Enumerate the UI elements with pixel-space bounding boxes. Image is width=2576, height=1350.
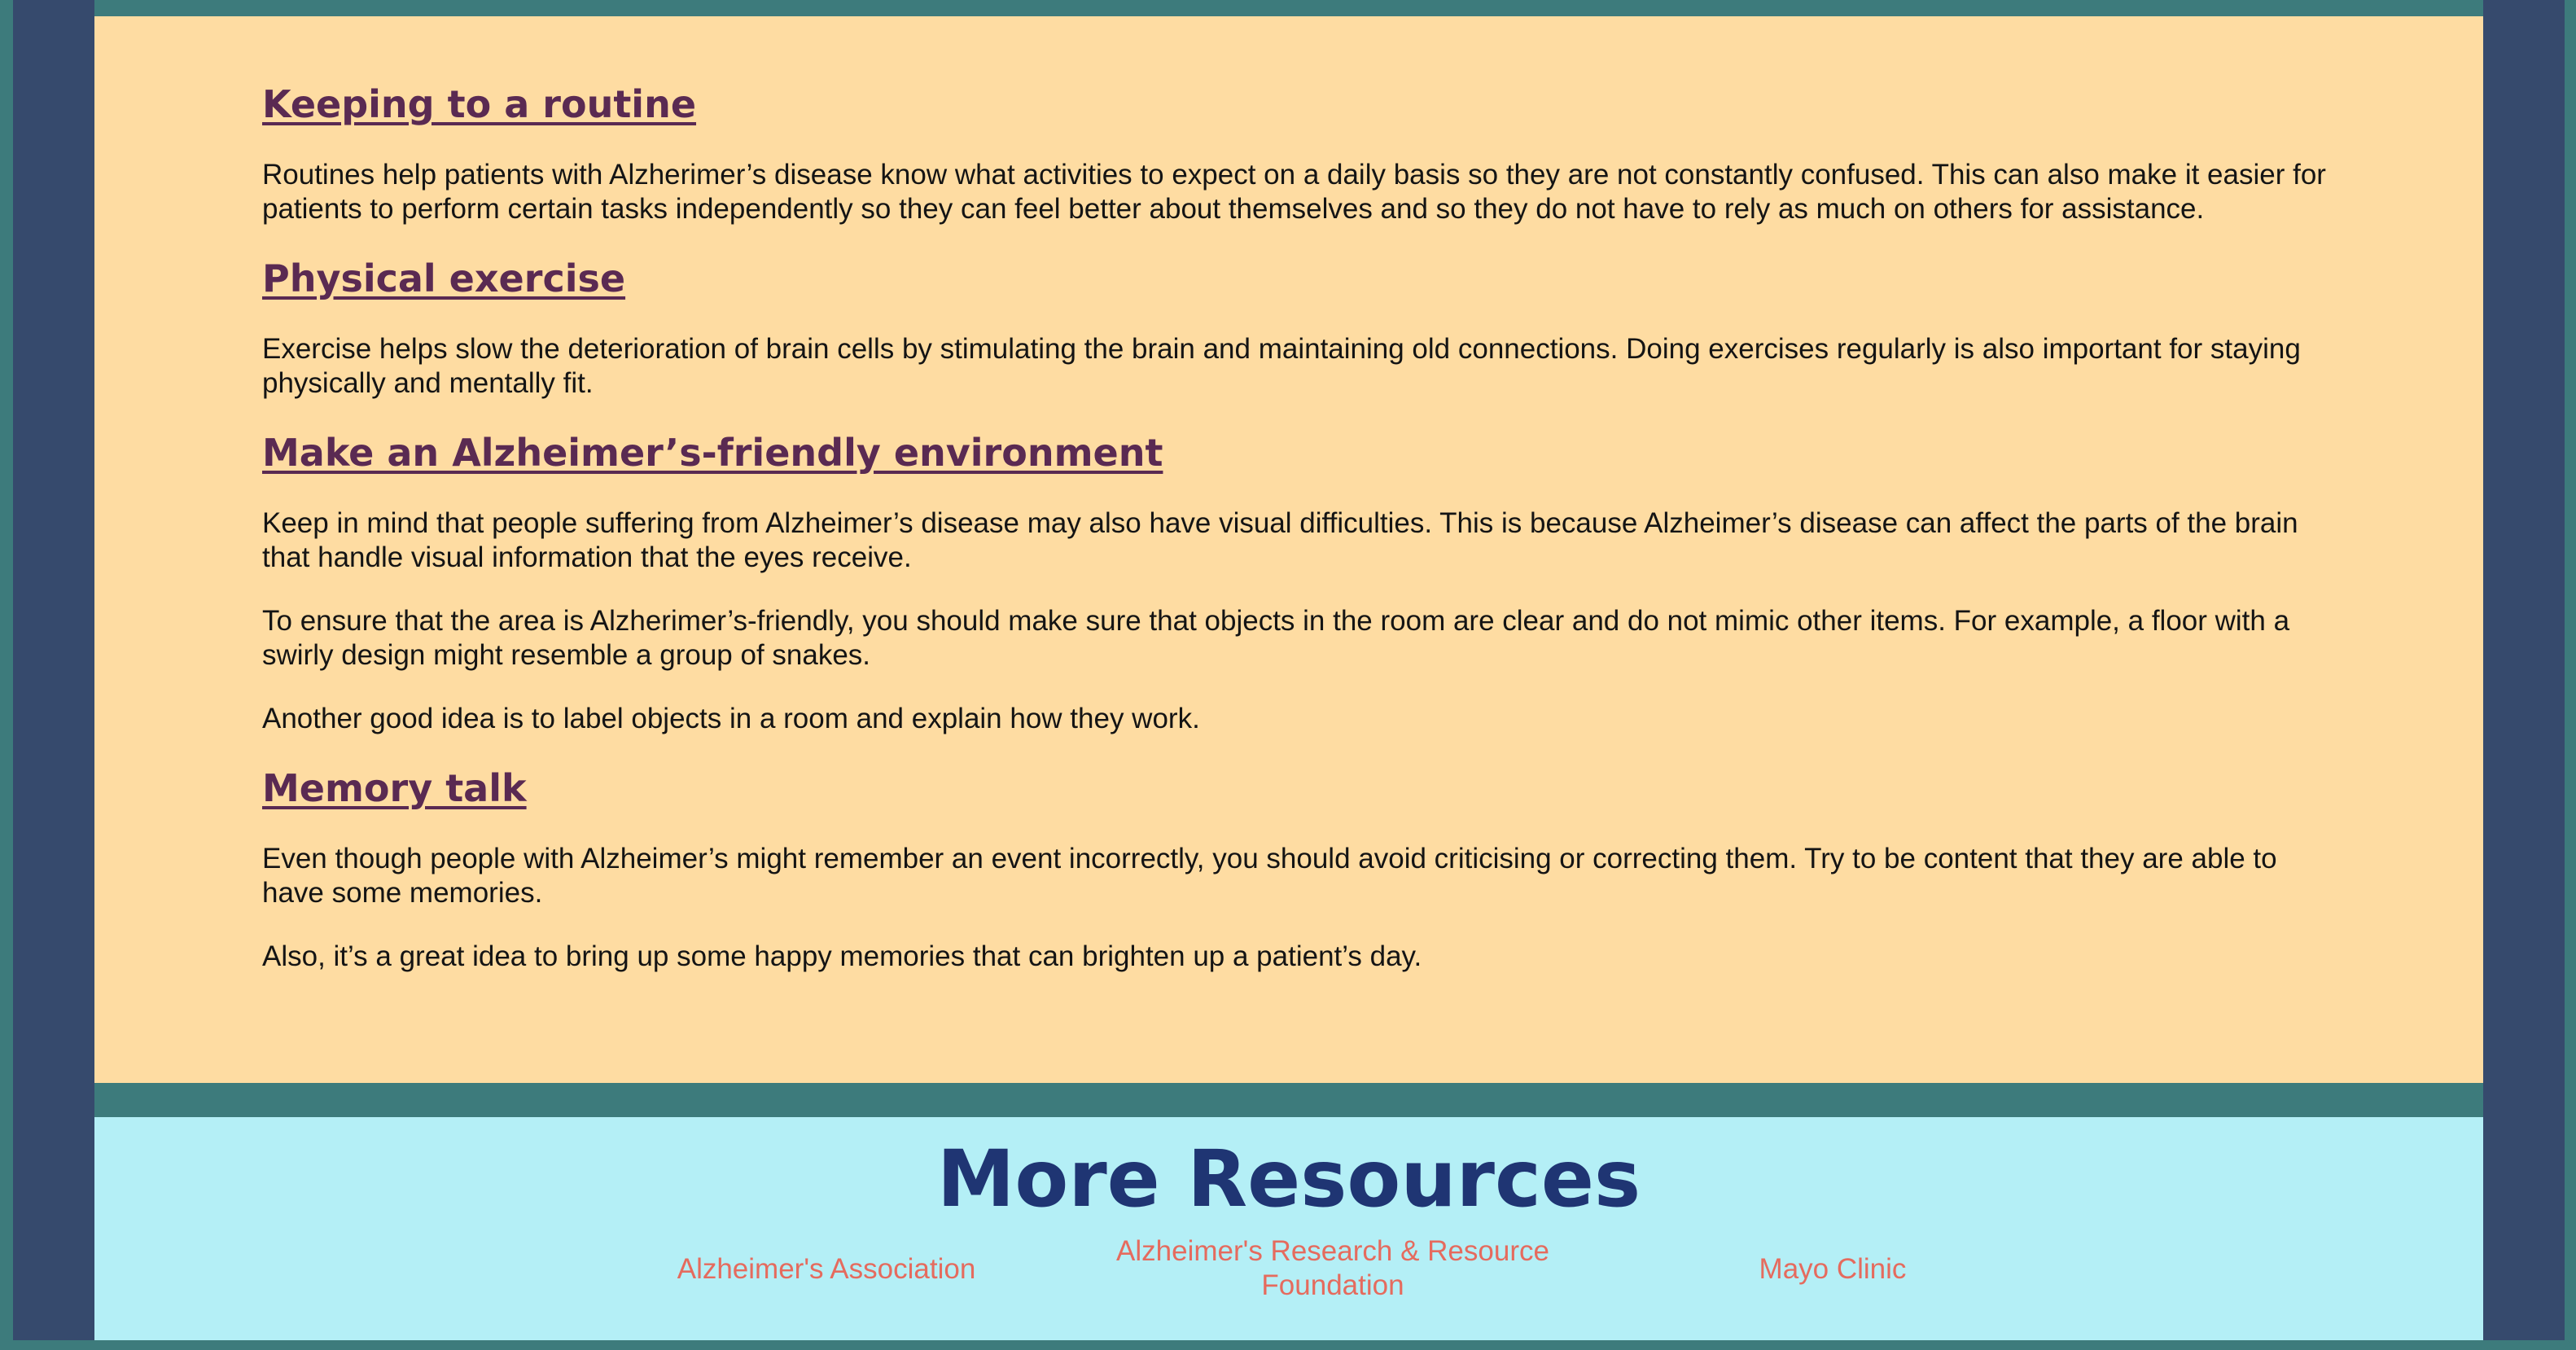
paragraph: Even though people with Alzheimer’s might remember an event incorrectly, you should avoid criticising or correcting them. Try to be content that they are able to have some memories. xyxy=(262,843,2277,909)
content-panel xyxy=(94,16,2483,1083)
more-resources-title: More Resources xyxy=(936,1133,1641,1225)
article xyxy=(262,81,2330,974)
section-friendly-environment xyxy=(262,430,2330,736)
resource-link-mayo-clinic[interactable]: Mayo Clinic xyxy=(1759,1253,1907,1285)
paragraph: Another good idea is to label objects in a room and explain how they work. xyxy=(262,703,1200,734)
right-side-rail xyxy=(2483,0,2565,1340)
left-side-rail xyxy=(13,0,94,1340)
section-routine xyxy=(262,81,2330,226)
section-heading-friendly-environment: Make an Alzheimer’s-friendly environment xyxy=(262,431,1163,475)
paragraph: To ensure that the area is Alzherimer’s-friendly, you should make sure that objects in the room are clear and do not mimic other items. For example, a floor with a swirly design might resemble a group of snakes. xyxy=(262,605,2290,671)
resource-link-research-resource-foundation[interactable]: Alzheimer's Research & Resource Foundation xyxy=(1116,1235,1549,1301)
section-heading-physical-exercise: Physical exercise xyxy=(262,256,626,300)
paragraph: Exercise helps slow the deterioration of brain cells by stimulating the brain and maintaining old connections. Doing exercises regularly is also important for staying physically and mentally fit. xyxy=(262,333,2301,399)
paragraph: Also, it’s a great idea to bring up some happy memories that can brighten up a patient’s day. xyxy=(262,940,1422,972)
section-heading-routine: Keeping to a routine xyxy=(262,82,697,126)
more-resources-panel xyxy=(94,1117,2483,1340)
section-physical-exercise xyxy=(262,256,2330,401)
resource-link-alzheimers-association[interactable]: Alzheimer's Association xyxy=(677,1253,976,1285)
paragraph: Keep in mind that people suffering from Alzheimer’s disease may also have visual difficulties. This is because Alzheimer’s disease can affect the parts of the brain that handle visual information that the eyes receive. xyxy=(262,507,2298,573)
section-memory-talk xyxy=(262,765,2330,974)
paragraph: Routines help patients with Alzherimer’s disease know what activities to expect on a daily basis so they are not constantly confused. This can also make it easier for patients to perform certain tasks independently so they can feel better about themselves and so they do not have to rely as much on others for assistance. xyxy=(262,159,2326,225)
section-heading-memory-talk: Memory talk xyxy=(262,766,527,810)
